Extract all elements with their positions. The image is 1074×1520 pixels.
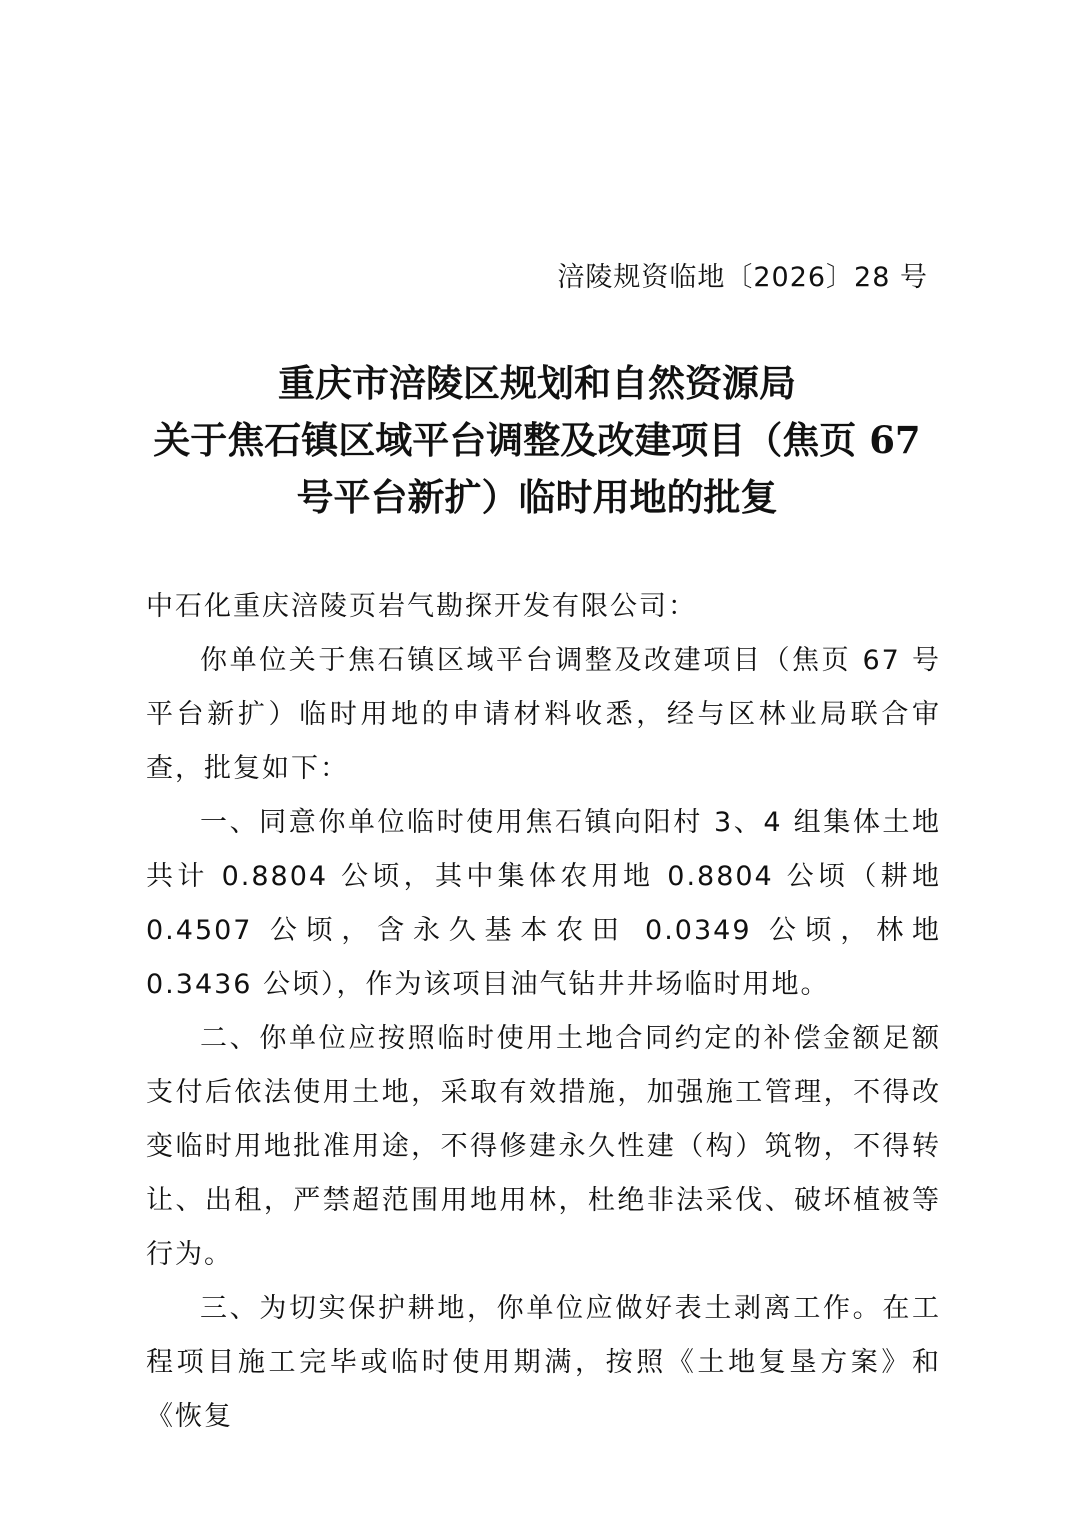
document-title: [0, 355, 1074, 526]
title-line-2: 关于焦石镇区域平台调整及改建项目（焦页 67: [153, 418, 921, 462]
addressee: 中石化重庆涪陵页岩气勘探开发有限公司：: [146, 591, 697, 622]
paragraph-item-2: 二、你单位应按照临时使用土地合同约定的补偿金额足额支付后依法使用土地，采取有效措施，加强施工管理，不得改变临时用地批准用途，不得修建永久性建（构）筑物，不得转让、出租，严禁超范围用地用林，杜绝非法采伐、破坏植被等行为。: [146, 1023, 941, 1270]
document-body: [146, 580, 941, 1444]
paragraph-intro: 你单位关于焦石镇区域平台调整及改建项目（焦页 67 号平台新扩）临时用地的申请材料收悉，经与区林业局联合审查，批复如下：: [146, 645, 941, 784]
paragraph-item-3: 三、为切实保护耕地，你单位应做好表土剥离工作。在工程项目施工完毕或临时使用期满，按照《土地复垦方案》和《恢复: [146, 1293, 941, 1432]
title-line-3: 号平台新扩）临时用地的批复: [296, 475, 778, 519]
paragraph-item-1: 一、同意你单位临时使用焦石镇向阳村 3、4 组集体土地共计 0.8804 公顷，其中集体农用地 0.8804 公顷（耕地 0.4507 公顷，含永久基本农田 0.0349 公顷，林地 0.3436 公顷），作为该项目油气钻井井场临时用地。: [146, 807, 941, 1000]
document-number: 涪陵规资临地〔2026〕28 号: [557, 262, 928, 293]
title-line-1: 重庆市涪陵区规划和自然资源局: [278, 361, 796, 405]
